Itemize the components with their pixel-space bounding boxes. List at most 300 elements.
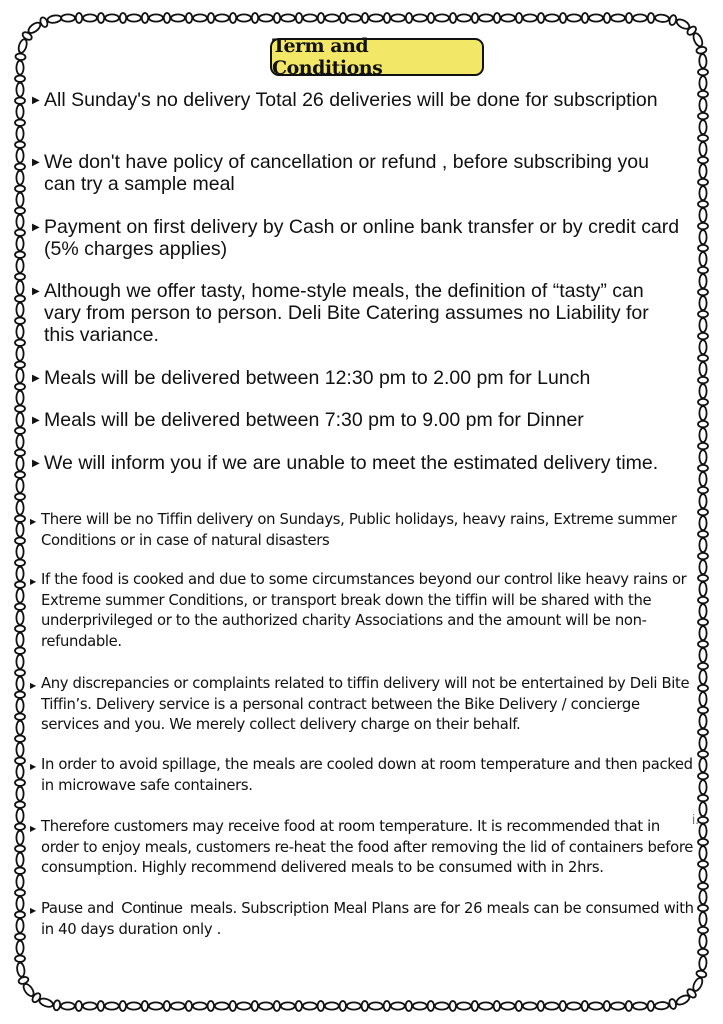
chain-link (699, 538, 706, 552)
chain-link (699, 868, 706, 882)
chain-link (16, 347, 23, 361)
chain-link (347, 1002, 361, 1009)
chain-link (16, 655, 23, 669)
chain-link (668, 14, 677, 25)
term-text: Any discrepancies or complaints related to tiffin delivery will not be entertained by Deli Bite Tiffin’s. Delivery service is a personal contract between the Bike Delivery / concierge services and you. We merely collect delivery charge on their behalf. (41, 675, 690, 733)
chain-link (698, 333, 708, 339)
chain-link (171, 1002, 185, 1009)
chain-link (15, 494, 25, 500)
chain-link (15, 648, 25, 654)
chain-link (38, 997, 54, 1009)
chain-link (16, 237, 23, 251)
pause-rest: Subscription Meal Plans are for 26 meals can be consumed with in 40 days duration only . (41, 900, 694, 938)
chain-link (281, 14, 295, 21)
chain-link (76, 1001, 82, 1011)
chain-link (16, 479, 23, 493)
chain-link (369, 14, 383, 21)
chain-link (472, 13, 478, 23)
bullet-icon: ▶ (32, 157, 40, 168)
chain-link (16, 259, 23, 273)
chain-link (413, 14, 427, 21)
chain-link (538, 1001, 544, 1011)
chain-link (698, 311, 708, 317)
chain-link (384, 13, 390, 23)
chain-link (699, 890, 706, 904)
chain-link (16, 743, 23, 757)
chain-link (15, 560, 25, 566)
chain-link (16, 567, 23, 581)
chain-link (699, 692, 706, 706)
chain-link (296, 1001, 302, 1011)
chain-link (699, 208, 706, 222)
chain-link (479, 1002, 493, 1009)
chain-link (699, 428, 706, 442)
term-item (30, 674, 700, 736)
chain-link (127, 14, 141, 21)
chain-link (105, 1002, 119, 1009)
chain-link (16, 853, 23, 867)
chain-link (16, 61, 23, 75)
term-text: All Sunday's no delivery Total 26 deliveries will be done for subscription (44, 89, 658, 111)
chain-link (318, 1001, 324, 1011)
chain-link (16, 281, 23, 295)
chain-link (325, 1002, 339, 1009)
chain-link (149, 14, 163, 21)
chain-link (15, 670, 25, 676)
chain-link (699, 758, 706, 772)
chain-link (479, 14, 493, 21)
chain-link (699, 714, 706, 728)
chain-link (53, 1000, 61, 1011)
chain-link (698, 267, 708, 273)
chain-link (582, 1001, 588, 1011)
chain-link (435, 14, 449, 21)
chain-link (16, 457, 23, 471)
chain-link (16, 919, 23, 933)
term-item (30, 510, 700, 551)
chain-link (303, 1002, 317, 1009)
chain-link (589, 1002, 603, 1009)
term-text: There will be no Tiffin delivery on Sundays, Public holidays, heavy rains, Extreme summer Conditions or in case of natural disasters (41, 511, 677, 549)
chain-link (16, 589, 23, 603)
term-item (30, 817, 700, 879)
term-text: Meals will be delivered between 7:30 pm to 9.00 pm for Dinner (44, 409, 584, 431)
bullet-icon: ▶ (30, 517, 36, 526)
chain-link (237, 1002, 251, 1009)
chain-link (699, 648, 706, 662)
chain-link (369, 1002, 383, 1009)
chain-link (186, 1001, 192, 1011)
chain-link (686, 988, 698, 1000)
chain-link (16, 149, 23, 163)
bullet-icon: ▶ (30, 906, 36, 915)
chain-link (303, 14, 317, 21)
chain-link (457, 14, 471, 21)
bullet-icon: ▶ (32, 95, 40, 106)
term-item (32, 280, 682, 346)
chain-link (15, 868, 25, 874)
chain-link (252, 13, 258, 23)
chain-link (16, 677, 23, 691)
chain-link (16, 831, 23, 845)
chain-link (699, 934, 706, 948)
chain-link (545, 1002, 559, 1009)
chain-link (699, 736, 706, 750)
chain-link (699, 164, 706, 178)
chain-link (698, 91, 708, 97)
bullet-icon: ▶ (32, 458, 40, 469)
chain-link (15, 472, 25, 478)
chain-link (391, 14, 405, 21)
chain-link (318, 13, 324, 23)
chain-link (406, 13, 412, 23)
bullet-icon: ▶ (32, 222, 40, 233)
chain-link (699, 252, 706, 266)
chain-link (252, 1001, 258, 1011)
chain-link (698, 135, 708, 141)
chain-link (589, 14, 603, 21)
chain-link (582, 13, 588, 23)
chain-link (16, 105, 23, 119)
chain-link (16, 413, 23, 427)
chain-link (699, 230, 706, 244)
chain-link (16, 545, 23, 559)
chain-link (16, 193, 23, 207)
chain-link (699, 142, 706, 156)
term-text: Meals will be delivered between 12:30 pm to 2.00 pm for Lunch (44, 367, 591, 389)
chain-link (696, 46, 707, 54)
chain-link (698, 487, 708, 493)
chain-link (15, 692, 25, 698)
chain-link (142, 1001, 148, 1011)
chain-link (16, 523, 23, 537)
term-item (32, 89, 682, 111)
chain-link (699, 76, 706, 90)
chain-link (208, 1001, 214, 1011)
chain-link (413, 1002, 427, 1009)
chain-link (655, 1002, 669, 1010)
chain-link (545, 14, 559, 21)
chain-link (567, 14, 581, 21)
chain-link (16, 962, 25, 977)
chain-link (186, 13, 192, 23)
term-item (30, 570, 700, 652)
chain-link (215, 14, 229, 21)
chain-link (699, 296, 706, 310)
chain-link (692, 32, 704, 48)
chain-link (698, 179, 708, 185)
term-text: If the food is cooked and due to some circumstances beyond our control like heavy rains or Extreme summer Conditions, or transport break down the tiffin will be shared with the underprivileged or to the authorized charity Associations and the amount will be non-refundable. (41, 571, 687, 650)
chain-link (698, 69, 708, 75)
chain-link (698, 201, 708, 207)
chain-link (105, 14, 119, 21)
term-item (32, 151, 682, 195)
chain-link (698, 421, 708, 427)
chain-link (296, 13, 302, 23)
chain-link (698, 355, 708, 361)
page-title: Term and Conditions (272, 35, 383, 79)
chain-link (16, 171, 23, 185)
chain-link (699, 582, 706, 596)
term-item (30, 899, 700, 940)
chain-link (362, 13, 368, 23)
chain-link (698, 399, 708, 405)
chain-link (699, 670, 706, 684)
chain-link (15, 362, 25, 368)
chain-link (698, 663, 708, 669)
chain-link (391, 1002, 405, 1009)
term-item (32, 216, 682, 260)
chain-link (15, 142, 25, 148)
chain-link (362, 1001, 368, 1011)
chain-link (699, 956, 707, 970)
bullet-icon: ▶ (30, 577, 36, 586)
chain-link (698, 113, 708, 119)
chain-link (164, 13, 170, 23)
chain-link (15, 955, 25, 961)
chain-link (17, 38, 28, 54)
chain-link (698, 289, 708, 295)
chain-link (406, 1001, 412, 1011)
chain-link (15, 120, 25, 126)
chain-link (16, 897, 23, 911)
chain-link (472, 1001, 478, 1011)
chain-link (699, 274, 706, 288)
chain-link (384, 1001, 390, 1011)
chain-link (15, 802, 25, 808)
term-item (32, 367, 682, 389)
chain-link (15, 780, 25, 786)
chain-link (274, 13, 280, 23)
chain-link (699, 340, 706, 354)
chain-link (171, 14, 185, 21)
chain-link (15, 274, 25, 280)
term-item (30, 755, 700, 796)
chain-link (696, 970, 707, 979)
chain-link (523, 14, 537, 21)
chain-link (83, 1002, 97, 1009)
chain-link (450, 1001, 456, 1011)
chain-link (523, 1002, 537, 1009)
chain-link (604, 13, 610, 23)
term-item (32, 409, 682, 431)
chain-link (120, 13, 126, 23)
chain-link (15, 912, 25, 918)
chain-link (15, 714, 25, 720)
term-text: Although we offer tasty, home-style meals, the definition of “tasty” can vary from person to person. Deli Bite Catering assumes no Liability for this variance. (44, 280, 649, 346)
chain-link (98, 13, 104, 23)
chain-link (15, 53, 26, 61)
chain-link (626, 1001, 632, 1011)
chain-link (560, 1001, 566, 1011)
chain-link (16, 435, 23, 449)
chain-link (699, 120, 706, 134)
chain-link (76, 13, 82, 23)
chain-link (699, 98, 706, 112)
chain-link (698, 443, 708, 449)
chain-link (560, 13, 566, 23)
chain-link (281, 1002, 295, 1009)
chain-link (15, 384, 25, 390)
chain-link (699, 362, 706, 376)
chain-link (16, 369, 23, 383)
chain-link (83, 14, 97, 21)
chain-link (98, 1001, 104, 1011)
chain-link (259, 1002, 273, 1009)
chain-link (15, 296, 25, 302)
chain-link (325, 14, 339, 21)
chain-link (655, 14, 670, 22)
chain-link (127, 1002, 141, 1009)
chain-link (648, 1001, 654, 1011)
chain-link (611, 14, 625, 21)
chain-link (15, 758, 25, 764)
chain-link (340, 1001, 346, 1011)
pause-lead: Pause and (41, 900, 114, 917)
chain-link (15, 516, 25, 522)
bullet-icon: ▶ (32, 373, 40, 384)
chain-link (633, 1002, 647, 1009)
chain-link (15, 340, 25, 346)
term-text: Payment on first delivery by Cash or online bank transfer or by credit card (5% charges applies) (44, 216, 680, 260)
chain-link (686, 25, 698, 36)
chain-link (15, 538, 25, 544)
chain-link (516, 1001, 522, 1011)
bullet-icon: ▶ (32, 286, 40, 297)
chain-link (164, 1001, 170, 1011)
chain-link (16, 303, 23, 317)
chain-link (699, 450, 706, 464)
chain-link (16, 721, 23, 735)
chain-link (142, 13, 148, 23)
bullet-icon: ▶ (30, 762, 36, 771)
chain-link (698, 157, 708, 163)
bullet-icon: ▶ (30, 681, 36, 690)
chain-link (501, 14, 515, 21)
chain-link (193, 1002, 207, 1009)
term-text: We will inform you if we are unable to meet the estimated delivery time. (44, 452, 659, 474)
chain-link (16, 941, 23, 955)
chain-link (16, 215, 23, 229)
chain-link (16, 699, 23, 713)
chain-link (604, 1001, 610, 1011)
chain-link (16, 633, 23, 647)
chain-link (15, 164, 25, 170)
chain-link (698, 377, 708, 383)
chain-link (15, 604, 25, 610)
meals-word: meals. (189, 900, 237, 917)
chain-link (15, 450, 25, 456)
chain-link (340, 13, 346, 23)
chain-link (15, 208, 25, 214)
chain-link (698, 245, 708, 251)
chain-link (193, 14, 207, 21)
chain-link (698, 223, 708, 229)
term-text: Therefore customers may receive food at room temperature. It is recommended that in order to enjoy meals, customers re-heat the food after removing the lid of containers before consumption. Highly recommend delivered meals to be consumed with in 2hrs. (41, 818, 693, 876)
chain-link (15, 98, 25, 104)
term-item (32, 452, 682, 474)
stray-mark: i. (692, 811, 699, 827)
chain-link (698, 553, 708, 559)
chain-link (501, 1002, 515, 1009)
chain-link (16, 787, 23, 801)
chain-link (699, 802, 706, 816)
chain-link (215, 1002, 229, 1009)
chain-link (15, 824, 25, 830)
chain-link (699, 780, 706, 794)
chain-link (274, 1001, 280, 1011)
chain-link (699, 384, 706, 398)
chain-link (699, 472, 706, 486)
chain-link (230, 1001, 236, 1011)
term-text (41, 899, 700, 940)
chain-link (698, 465, 708, 471)
chain-link (15, 428, 25, 434)
chain-link (16, 325, 23, 339)
chain-link (450, 13, 456, 23)
chain-link (698, 883, 708, 889)
chain-link (15, 890, 25, 896)
chain-link (15, 626, 25, 632)
chain-link (699, 186, 706, 200)
chain-link (699, 406, 706, 420)
chain-link (699, 560, 706, 574)
chain-link (16, 127, 23, 141)
chain-link (428, 13, 434, 23)
chain-link (428, 1001, 434, 1011)
chain-link (699, 626, 706, 640)
chain-link (633, 14, 647, 21)
chain-link (259, 14, 273, 21)
chain-link (15, 76, 25, 82)
chain-link (538, 13, 544, 23)
chain-link (237, 14, 251, 21)
chain-link (626, 13, 632, 23)
chain-link (699, 846, 706, 860)
chain-link (61, 1002, 75, 1009)
chain-link (61, 14, 75, 21)
chain-link (16, 611, 23, 625)
chain-link (668, 998, 677, 1009)
chain-link (16, 501, 23, 515)
chain-link (675, 994, 691, 1007)
chain-link (494, 13, 500, 23)
chain-link (230, 13, 236, 23)
chain-link (611, 1002, 625, 1009)
chain-link (16, 765, 23, 779)
chain-link (208, 13, 214, 23)
title-banner (270, 35, 484, 79)
chain-link (16, 83, 23, 97)
chain-link (16, 391, 23, 405)
chain-link (698, 949, 708, 955)
chain-link (567, 1002, 581, 1009)
chain-link (15, 406, 25, 412)
chain-link (699, 318, 706, 332)
chain-link (457, 1002, 471, 1009)
chain-link (15, 736, 25, 742)
chain-link (15, 186, 25, 192)
continue-word: Continue (121, 900, 183, 917)
chain-link (699, 494, 706, 508)
bullet-icon: ▶ (32, 415, 40, 426)
chain-link (15, 846, 25, 852)
chain-link (699, 604, 706, 618)
term-text: In order to avoid spillage, the meals are cooled down at room temperature and then packed in microwave safe containers. (41, 756, 693, 794)
chain-link (16, 875, 23, 889)
chain-link (699, 516, 706, 530)
chain-link (16, 809, 23, 823)
